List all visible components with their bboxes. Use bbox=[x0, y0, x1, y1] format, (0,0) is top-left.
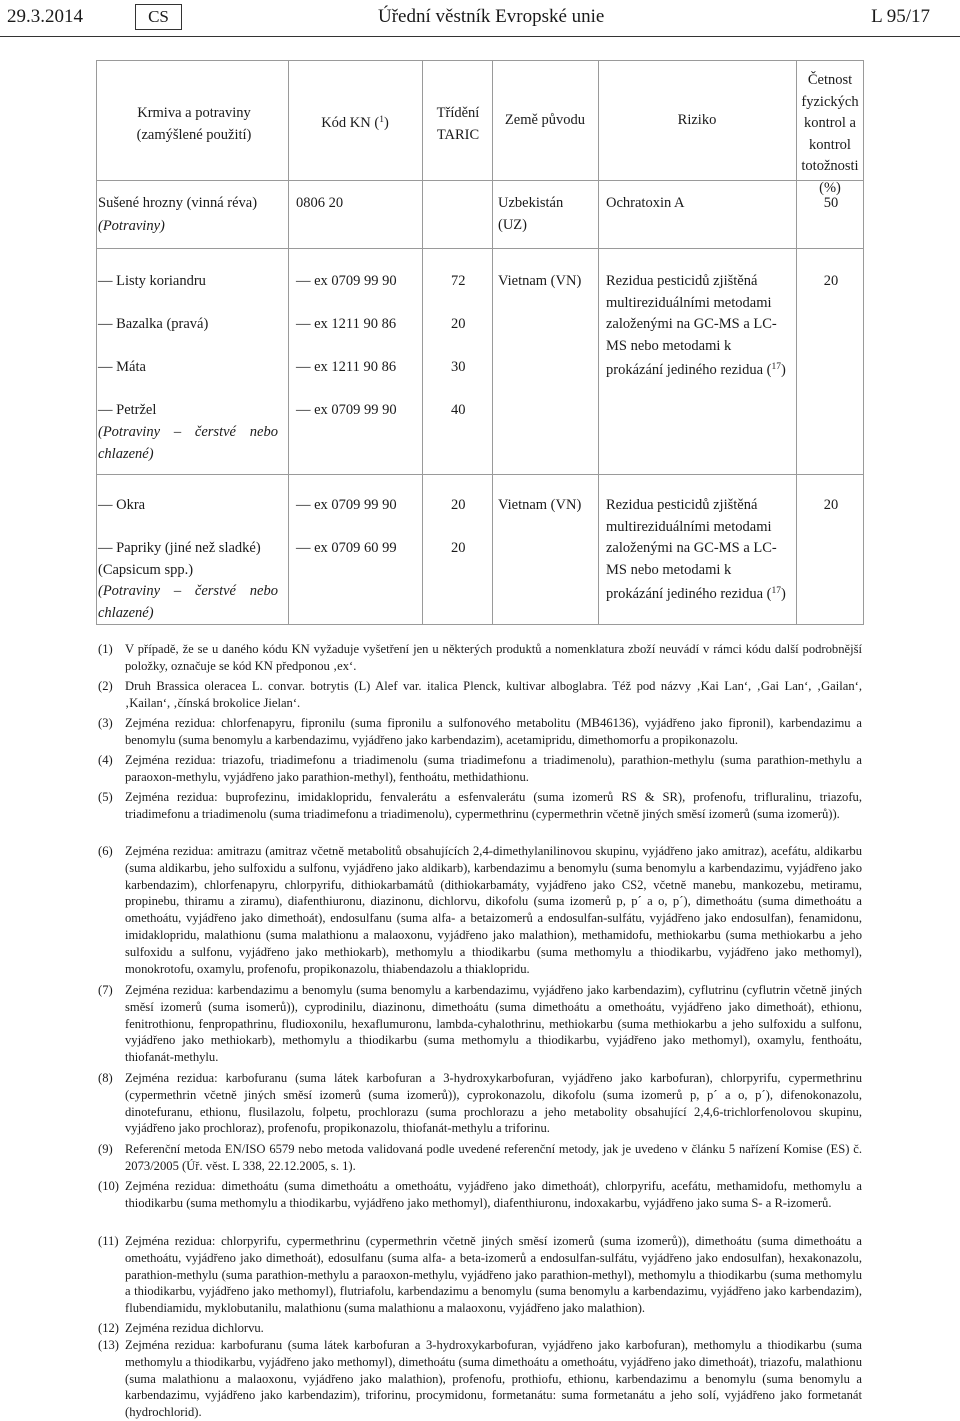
footnote-text: Zejména rezidua: chlorpyrifu, cypermethrinu (cypermethrin včetně jiných směsí izomerů (suma izomerů)), dimethoátu (suma dimethoátu a omethoátu, vyjádřeno jako dimethoát), edosulfanu (suma alfa- a beta-izomerů a endosulfan-sulfátu, vyjádřeno jako endosulfan), hexakonazolu, parathion-methylu (suma parathion-methylu a paraoxon-methylu, vyjádřeno jako parathion-methyl), methomylu a thiodikarbu (suma methomylu a thiodikarbu, vyjádřeno jako methomyl), flutriafolu, karbendazimu a benomylu (suma benomylu a karbendazimu, vyjádřeno jako karbendazim), flubendiamidu, myklobutanilu, malathionu (suma malathionu a malaoxonu, vyjádřeno jako malathion). bbox=[125, 1234, 862, 1316]
footnote bbox=[98, 1233, 862, 1317]
row2-origin: Vietnam (VN) bbox=[498, 273, 582, 289]
footnote-number: (9) bbox=[98, 1142, 113, 1156]
footnote bbox=[98, 789, 862, 823]
footnote bbox=[98, 982, 862, 1066]
footnote-text: Zejména rezidua: buprofezinu, imidaklopridu, fenvalerátu a esfenvalerátu (suma izomerů RS & SR), profenofu, trifluralinu, triazofu, triadimefonu a triadimenolu (suma triadimefonu a triadimenolu), cypermethrinu (cypermethrin včetně jiných směsí izomerů (suma izomerů)). bbox=[125, 790, 862, 821]
footnote-number: (8) bbox=[98, 1071, 113, 1085]
row2-taric-4: 40 bbox=[451, 402, 466, 418]
row1-origin: Uzbekistán (UZ) bbox=[498, 195, 564, 233]
row3-taric-1: 20 bbox=[451, 497, 466, 513]
footnote-text: V případě, že se u daného kódu KN vyžaduje vyšetření jen u některých produktů a nomenklatura zboží neuvádí v rámci kódu další podrobnější položky, označuje se kód KN předponou ‚ex‘. bbox=[125, 642, 862, 673]
row2-feed-1: — Listy koriandru bbox=[98, 273, 206, 289]
header-taric: Třídění TARIC bbox=[436, 105, 480, 143]
footnote bbox=[98, 752, 862, 786]
header-rule bbox=[0, 36, 960, 37]
footnote bbox=[98, 843, 862, 977]
col-divider bbox=[492, 60, 493, 625]
footnote-number: (13) bbox=[98, 1338, 119, 1352]
col-divider bbox=[598, 60, 599, 625]
row3-feed-2: — Papriky (jiné než sladké) (Capsicum spp.) bbox=[98, 540, 261, 578]
header-cn: Kód KN ($^1$) bbox=[321, 115, 389, 131]
row1-frequency: 50 bbox=[823, 195, 839, 211]
row3-cn-2: — ex 0709 60 99 bbox=[296, 540, 397, 556]
col-divider bbox=[422, 60, 423, 625]
row3-cn-1: — ex 0709 99 90 bbox=[296, 497, 397, 513]
footnote-number: (4) bbox=[98, 753, 113, 767]
footnote-number: (3) bbox=[98, 716, 113, 730]
footnote bbox=[98, 641, 862, 675]
row2-cn-3: — ex 1211 90 86 bbox=[296, 359, 397, 375]
col-divider bbox=[288, 60, 289, 625]
row3-feed-1: — Okra bbox=[98, 497, 146, 513]
footnote bbox=[98, 1178, 862, 1212]
col-divider bbox=[796, 60, 797, 625]
header-frequency: Četnost fyzických kontrol a kontrol totožnosti (%) bbox=[801, 72, 859, 196]
row3-origin: Vietnam (VN) bbox=[498, 497, 582, 513]
footnote-number: (12) bbox=[98, 1321, 119, 1335]
row2-frequency: 20 bbox=[823, 273, 839, 289]
row2-feed-note: (Potraviny – čerstvé nebo chlazené) bbox=[98, 424, 278, 462]
footnote-text: Referenční metoda EN/ISO 6579 nebo metoda validovaná podle uvedené referenční metody, jak je uvedeno v článku 5 nařízení Komise (ES) č. 2073/2005 (Úř. věst. L 338, 22.12.2005, s. 1). bbox=[125, 1142, 862, 1173]
row-divider bbox=[96, 248, 864, 249]
row1-hazard: Ochratoxin A bbox=[606, 195, 685, 211]
row2-feed-4: — Petržel bbox=[98, 402, 157, 418]
footnote bbox=[98, 1141, 862, 1175]
footnote-text: Druh Brassica oleracea L. convar. botrytis (L) Alef var. italica Plenck, kultivar alboglabra. Též pod názvy ‚Kai Lan‘, ‚Gai Lan‘, ‚Gailan‘, ‚Kailan‘, ‚čínská brokolice Jielan‘. bbox=[125, 679, 862, 710]
row-divider bbox=[96, 474, 864, 475]
row1-feed-note: (Potraviny) bbox=[98, 218, 165, 234]
footnote-number: (2) bbox=[98, 679, 113, 693]
row2-taric-3: 30 bbox=[451, 359, 466, 375]
footnote-number: (10) bbox=[98, 1179, 119, 1193]
header-feed: Krmiva a potraviny (zamýšlené použití) bbox=[136, 105, 252, 143]
row2-cn-4: — ex 0709 99 90 bbox=[296, 402, 397, 418]
footnote-number: (6) bbox=[98, 844, 113, 858]
footnote bbox=[98, 1070, 862, 1137]
footnote-text: Zejména rezidua: triazofu, triadimefonu a triadimenolu (suma triadimefonu a triadimenolu), parathion-methylu (suma parathion-methylu a paraoxon-methylu, vyjádřeno jako parathion-methyl), fenthoátu, methidathionu. bbox=[125, 753, 862, 784]
footnote-text: Zejména rezidua: karbendazimu a benomylu (suma benomylu a karbendazimu, vyjádřeno jako karbendazim), cyflutrinu (cyflutrin včetně jiných směsí izomerů (suma isomerů)), cyprodinilu, diazinonu, dimethoátu (suma dimethoátu a omethoátu, vyjádřeno jako dimethoát), ethionu, fenitrothionu, fenpropathrinu, fludioxonilu, hexaflumuronu, lambda-cyhalothrinu, methiokarbu (suma methiokarbu a jeho sulfoxidu a sulfonu, vyjádřeno jako methiokarb), methomylu a thiodikarbu (suma methomylu a thiodikarbu, vyjádřeno jako methomyl), oxamylu, fenthoátu, thiofanát-methylu. bbox=[125, 983, 862, 1065]
footnote-number: (11) bbox=[98, 1234, 119, 1248]
row1-cn: 0806 20 bbox=[296, 195, 344, 211]
footnote-text: Zejména rezidua: karbofuranu (suma látek karbofuran a 3-hydroxykarbofuran, vyjádřeno jako karbofuran), methomylu a thiodikarbu (suma methomylu a thiodikarbu, vyjádřeno jako methomyl), dimethoátu (suma dimethoátu a omethoátu, vyjádřeno jako dimethoát), triazofu, malathionu (suma malathionu a malaoxonu, vyjádřeno jako malathion), profenofu, prothiofu, ethionu, karbendazimu a benomylu (suma benomylu a karbendazimu, vyjádřeno jako karbendazim), triforinu, procymidonu, formetanátu: suma formetanátu a jeho solí, vyjádřeno jako formetanát (hydrochlorid). bbox=[125, 1338, 862, 1420]
footnote-text: Zejména rezidua: karbofuranu (suma látek karbofuran a 3-hydroxykarbofuran, vyjádřeno jako karbofuran), chlorpyrifu, cypermethrinu (cypermethrin včetně jiných směsí izomerů (suma izomerů)), cyprokonazolu, dikofolu (suma izomerů p, p´ a o, p´), difenokonazolu, dinotefuranu, ethionu, flusilazolu, folpetu, prochlorazu (suma prochlorazu a jeho metabolity obsahující 2,4,6-trichlorfenolovou skupinu, vyjádřeno jako prochloraz), profenofu, propikonazolu, thiofanát-methylu a triforinu. bbox=[125, 1071, 862, 1136]
footnote bbox=[98, 678, 862, 712]
footnote-text: Zejména rezidua: chlorfenapyru, fipronilu (suma fipronilu a sulfonového metabolitu (MB46136), vyjádřeno jako fipronil), karbendazimu a benomylu (suma benomylu a karbendazimu, vyjádřeno jako karbendazim), acetamipridu, dimethomorfu a propikonazolu. bbox=[125, 716, 862, 747]
publication-date: 29.3.2014 bbox=[7, 6, 83, 27]
footnote-number: (5) bbox=[98, 790, 113, 804]
footnote bbox=[98, 1320, 862, 1337]
row2-feed-3: — Máta bbox=[98, 359, 146, 375]
footnote-text: Zejména rezidua: dimethoátu (suma dimethoátu a omethoátu, vyjádřeno jako dimethoát), chlorpyrifu, acefátu, methamidofu, methomylu a thiodikarbu (suma methomylu a thiodikarbu, vyjádřeno jako methomyl), diafenthiuronu, indoxakarbu, vyjádřeno jako suma S- a R-izomerů. bbox=[125, 1179, 862, 1210]
footnote-number: (7) bbox=[98, 983, 113, 997]
row3-frequency: 20 bbox=[823, 497, 839, 513]
footnote-number: (1) bbox=[98, 642, 113, 656]
row2-hazard: Rezidua pesticidů zjištěná multireziduálními metodami založenými na GC-MS a LC-MS nebo metodami k prokázání jediného rezidua ($^{17}$) bbox=[606, 273, 786, 378]
row-divider bbox=[96, 180, 864, 181]
page-header bbox=[0, 0, 960, 44]
row1-feed: Sušené hrozny (vinná réva) bbox=[98, 195, 258, 211]
row2-cn-2: — ex 1211 90 86 bbox=[296, 316, 397, 332]
row2-taric-1: 72 bbox=[451, 273, 466, 289]
row2-feed-2: — Bazalka (pravá) bbox=[98, 316, 209, 332]
row3-hazard: Rezidua pesticidů zjištěná multireziduálními metodami založenými na GC-MS a LC-MS nebo metodami k prokázání jediného rezidua ($^{17}$) bbox=[606, 497, 786, 602]
footnote-text: Zejména rezidua: amitrazu (amitraz včetně metabolitů obsahujících 2,4-dimethylanilinovou skupinu, vyjádřeno jako amitraz), acefátu, aldikarbu (suma aldikarbu, jeho sulfoxidu a sulfonu, vyjádřeno jako aldikarb), karbendazimu a benomylu (suma benomylu a karbendazimu, vyjádřeno jako karbendazim), chlorfenapyru, chlorpyrifu, dithiokarbamátů (dithiokarbamáty, vyjádřeno jako CS2, včetně manebu, mankozebu, metiramu, propinebu, thiramu a ziramu), diafenthiuronu, diazinonu, dichlorvu, dikofolu (suma izomerů p, p´ a o, p´), dimethoátu (suma dimethoátu a omethoátu, vyjádřeno jako dimethoát), endosulfanu (suma alfa- a betaizomerů a endosulfan-sulfátu, vyjádřeno jako endosulfan), fenamidonu, imidaklopridu, malathionu (suma malathionu a malaoxonu, vyjádřeno jako malathion), methamidofu, methiokarbu (suma methiokarbu a jeho sulfoxidu a sulfonu, vyjádřeno jako methiokarb), methomylu a thiodikarbu (suma methomylu a thiodikarbu, vyjádřeno jako methomyl), monokrotofu, oxamylu, profenofu, propikonazolu, thiabendazolu a thiaklopridu. bbox=[125, 844, 862, 976]
header-hazard: Riziko bbox=[677, 112, 717, 128]
row2-cn-1: — ex 0709 99 90 bbox=[296, 273, 397, 289]
row3-taric-2: 20 bbox=[451, 540, 466, 556]
footnote bbox=[98, 715, 862, 749]
language-code: CS bbox=[135, 4, 182, 30]
journal-title: Úřední věstník Evropské unie bbox=[378, 6, 605, 27]
header-origin: Země původu bbox=[504, 112, 586, 128]
row2-taric-2: 20 bbox=[451, 316, 466, 332]
row3-feed-note: (Potraviny – čerstvé nebo chlazené) bbox=[98, 583, 278, 621]
footnote-text: Zejména rezidua dichlorvu. bbox=[125, 1321, 264, 1335]
page-number: L 95/17 bbox=[871, 6, 930, 27]
